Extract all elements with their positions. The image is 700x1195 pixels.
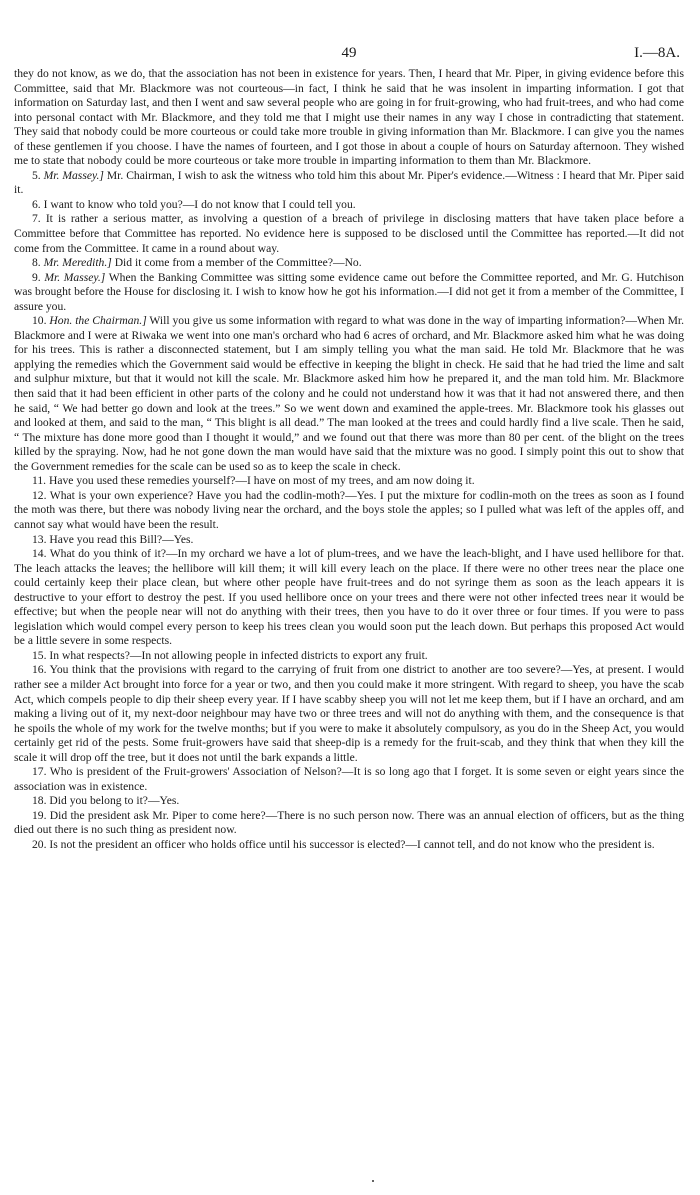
question-text: In what respects?—In not allowing people in infected districts to export any fruit. (49, 648, 428, 662)
question-number: 17. (32, 765, 47, 779)
question-12 (14, 489, 684, 533)
question-11 (14, 474, 684, 489)
continued-paragraph (14, 67, 684, 169)
page-header (14, 0, 684, 61)
question-number: 16. (32, 663, 47, 677)
question-number: 19. (32, 808, 47, 822)
question-number: 14. (32, 547, 47, 561)
evidence-body (14, 67, 684, 853)
question-text: You think that the provisions with regard to the carrying of fruit from one district to another are too severe?—Yes, at present. I would rather see a milder Act brought into force for a year or two, and then you could make it more stringent. With regard to sheep, you have the scab Act, which compels people to dip their sheep every year. If I have scabby sheep you will not let me keep them, but if I have an orchard, and am making a living out of it, my next-door neighbour may have two or three trees and will not do anything with them, and the consequence is that he spoils the whole of my work for the twelve months; but if you were to make it absolutely compulsory, as you do in the Sheep Act, you would certainly get rid of the pests. Some fruit-growers have said that sheep-dip is a remedy for the fruit-scab, and they think that when they kill the scale it will drop off the tree, but it does not until the bark expands a little. (14, 663, 684, 764)
document-page (14, 0, 684, 1195)
question-8 (14, 256, 684, 271)
question-text: Will you give us some information with regard to what was done in the way of imparting information?—When Mr. Blackmore and I were at Riwaka we went into one man's orchard who had 6 acres of orchard, and Mr. Blackmore asked him what he was doing for his trees. This is rather a disconnected statement, but I am simply telling you what the man said. He told Mr. Blackmore that he was applying the remedies which the Government said would be effective in keeping the blight in check. He said that he had tried the lime and salt and sulphur mixture, but that it would not kill the scale. Mr. Blackmore asked him how he prepared it, and the man told him. Mr. Blackmore then said that it had been efficient in other parts of the colony and he could not understand how it was that it had not answered there, and then he said, “ We had better go down and look at the trees.” So we went down and examined the apple-trees. Mr. Blackmore took his glasses out and looked at them, and said to the man, “ This blight is all dead.” The man looked at the trees and could hardly find a live scale. Then he said, “ The mixture has done more good than I thought it would,” and we found out that there was more than 80 per cent. of the blight on the trees killed by the spraying. Now, had he not gone down the man would have said that the mixture was no good. I simply point this out to show that the Government remedies for the scale can be used so as to keep the scale in check. (14, 314, 684, 473)
question-text: Who is president of the Fruit-growers' Association of Nelson?—It is so long ago that I forget. It is some seven or eight years since the association was in existence. (14, 765, 684, 793)
question-15 (14, 649, 684, 664)
question-number: 8. (32, 256, 41, 270)
question-number: 15. (32, 648, 47, 662)
question-text: Is not the president an officer who holds office until his successor is elected?—I cannot tell, and do not know who the president is. (49, 837, 655, 851)
question-text: Have you used these remedies yourself?—I have on most of my trees, and am now doing it. (48, 474, 475, 488)
question-text: Did it come from a member of the Committee?—No. (114, 256, 362, 270)
question-13 (14, 533, 684, 548)
speaker-name: Mr. Massey.] (43, 168, 104, 182)
speaker-name: Hon. the Chairman.] (49, 314, 147, 328)
question-number: 6. (32, 197, 41, 211)
question-10 (14, 314, 684, 474)
question-number: 7. (32, 212, 41, 226)
question-7 (14, 212, 684, 256)
question-text: I want to know who told you?—I do not know that I could tell you. (43, 197, 356, 211)
question-6 (14, 198, 684, 213)
question-text: It is rather a serious matter, as involving a question of a breach of privilege in disclosing matters that have taken place before a Committee before that Committee has reported. No evidence here is supposed to be disclosed until the Committee has reported.—It did not come from the Committee. It came in a round about way. (14, 212, 684, 255)
question-text: Have you read this Bill?—Yes. (49, 532, 194, 546)
question-16 (14, 663, 684, 765)
question-5 (14, 169, 684, 198)
question-text: What is your own experience? Have you had the codlin-moth?—Yes. I put the mixture for codlin-moth on the trees as soon as I found the moth was there, but there was nobody living near the orchard, and the boys stole the apples; so I pulled what was left of the apples off, and cannot say what would have been the result. (14, 488, 684, 531)
question-number: 12. (32, 488, 47, 502)
question-text: Did you belong to it?—Yes. (49, 794, 180, 808)
question-20 (14, 838, 684, 853)
question-9 (14, 271, 684, 315)
question-18 (14, 794, 684, 809)
question-number: 18. (32, 794, 47, 808)
question-number: 11. (32, 474, 47, 488)
question-text: When the Banking Committee was sitting some evidence came out before the Committee reported, and Mr. G. Hutchison was brought before the House for disclosing it. I wish to know how he got his information.—I did not get it from a member of the Committee, I assure you. (14, 270, 684, 313)
question-number: 20. (32, 837, 47, 851)
paragraph-text: they do not know, as we do, that the association has not been in existence for years. Then, I heard that Mr. Piper, in giving evidence before this Committee, said that Mr. Blackmore was not courteous—in fact, I think he said that he was insolent in imparting information. I got that information on Saturday last, and then I went and saw several people who are going in for fruit-growing, who had fruit-trees, and who had come into personal contact with Mr. Blackmore, and they told me that I might use their names in any way I chose in contradicting that statement. They said that nobody could be more courteous or could take more trouble in giving information than Mr. Blackmore. I can give you the names of these gentlemen if you choose. I have the names of fourteen, and I got those in about a couple of hours on Saturday afternoon. They wished me to state that nobody could be more courteous or take more trouble in imparting information to them than Mr. Blackmore. (14, 67, 684, 168)
print-mark (372, 1180, 374, 1182)
question-17 (14, 765, 684, 794)
question-number: 10. (32, 314, 47, 328)
speaker-name: Mr. Meredith.] (43, 256, 112, 270)
question-text: Mr. Chairman, I wish to ask the witness who told him this about Mr. Piper's evidence.—Witness : I heard that Mr. Piper said it. (14, 168, 684, 197)
document-reference: I.—8A. (634, 45, 680, 61)
question-number: 13. (32, 532, 47, 546)
page-number: 49 (341, 45, 357, 61)
speaker-name: Mr. Massey.] (44, 270, 106, 284)
question-14 (14, 547, 684, 649)
question-19 (14, 809, 684, 838)
question-number: 9. (32, 270, 41, 284)
question-text: Did the president ask Mr. Piper to come here?—There is no such person now. There was an annual election of officers, but as the thing died out there is no such thing as president now. (14, 808, 684, 837)
question-number: 5. (32, 168, 41, 182)
question-text: What do you think of it?—In my orchard we have a lot of plum-trees, and we have the leach-blight, and I have used hellibore for that. The leach attacks the leaves; the hellibore will kill them; it will kill every leach on the place. If there were no other trees near the place one could certainly keep their place clean, but where other people have fruit-trees and do not syringe them as soon as the leach appears it is destructive to your effort to destroy the pest. If you used hellibore once on your trees and there were not other infected trees near it would be effective; but when the people near will not do anything with their trees, then you have to do it over three or four times. If you were to pass legislation which would compel every person to keep his trees clean you would soon put the leach down. But perhaps this proposed Act would be a little severe in some respects. (14, 547, 684, 648)
